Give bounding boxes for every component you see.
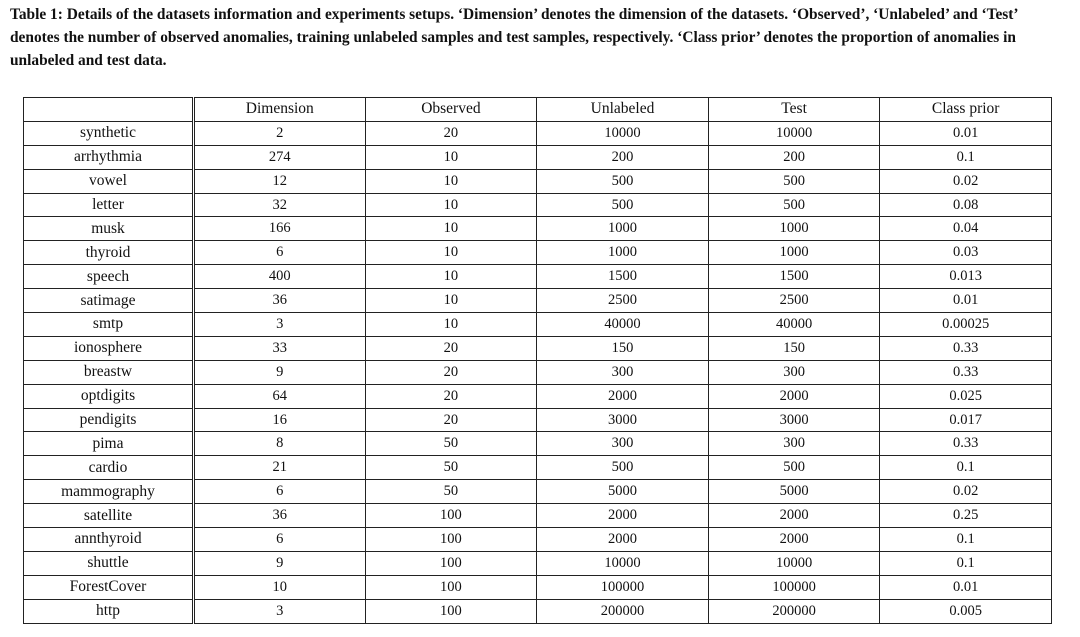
table-row — [24, 193, 1052, 217]
cell-test: 200 — [708, 145, 880, 169]
cell-unlabeled: 10000 — [537, 551, 709, 575]
cell-unlabeled: 200000 — [537, 599, 709, 623]
cell-dataset: ionosphere — [24, 336, 194, 360]
cell-unlabeled: 1500 — [537, 265, 709, 289]
cell-dataset: breastw — [24, 360, 194, 384]
cell-unlabeled: 300 — [537, 360, 709, 384]
cell-observed: 20 — [365, 360, 537, 384]
cell-dimension: 9 — [194, 551, 366, 575]
cell-dimension: 3 — [194, 313, 366, 337]
cell-class-prior: 0.25 — [880, 504, 1052, 528]
cell-unlabeled: 2000 — [537, 504, 709, 528]
cell-dataset: mammography — [24, 480, 194, 504]
cell-unlabeled: 100000 — [537, 575, 709, 599]
cell-class-prior: 0.013 — [880, 265, 1052, 289]
table-row — [24, 241, 1052, 265]
cell-test: 300 — [708, 360, 880, 384]
cell-class-prior: 0.1 — [880, 456, 1052, 480]
cell-observed: 10 — [365, 289, 537, 313]
table-row — [24, 480, 1052, 504]
cell-class-prior: 0.33 — [880, 432, 1052, 456]
cell-observed: 50 — [365, 456, 537, 480]
cell-dataset: thyroid — [24, 241, 194, 265]
cell-observed: 100 — [365, 504, 537, 528]
cell-test: 2000 — [708, 528, 880, 552]
cell-dimension: 6 — [194, 480, 366, 504]
cell-dataset: satimage — [24, 289, 194, 313]
table-row — [24, 360, 1052, 384]
cell-unlabeled: 5000 — [537, 480, 709, 504]
table-row — [24, 528, 1052, 552]
cell-observed: 100 — [365, 528, 537, 552]
cell-test: 500 — [708, 169, 880, 193]
cell-dimension: 274 — [194, 145, 366, 169]
cell-test: 10000 — [708, 551, 880, 575]
cell-dataset: speech — [24, 265, 194, 289]
table-body — [24, 121, 1052, 623]
cell-test: 500 — [708, 456, 880, 480]
cell-observed: 20 — [365, 121, 537, 145]
cell-test: 1000 — [708, 241, 880, 265]
table-row — [24, 504, 1052, 528]
table-row — [24, 408, 1052, 432]
cell-dimension: 12 — [194, 169, 366, 193]
cell-class-prior: 0.04 — [880, 217, 1052, 241]
cell-unlabeled: 3000 — [537, 408, 709, 432]
cell-test: 300 — [708, 432, 880, 456]
cell-dataset: arrhythmia — [24, 145, 194, 169]
cell-class-prior: 0.02 — [880, 169, 1052, 193]
cell-dimension: 16 — [194, 408, 366, 432]
cell-test: 1500 — [708, 265, 880, 289]
table-row — [24, 313, 1052, 337]
cell-observed: 10 — [365, 313, 537, 337]
table-row — [24, 599, 1052, 623]
cell-dataset: synthetic — [24, 121, 194, 145]
cell-observed: 10 — [365, 169, 537, 193]
cell-test: 150 — [708, 336, 880, 360]
cell-unlabeled: 300 — [537, 432, 709, 456]
cell-dataset: ForestCover — [24, 575, 194, 599]
table-caption — [10, 3, 1070, 72]
cell-dataset: musk — [24, 217, 194, 241]
cell-unlabeled: 2500 — [537, 289, 709, 313]
cell-unlabeled: 2000 — [537, 384, 709, 408]
cell-unlabeled: 1000 — [537, 217, 709, 241]
cell-test: 1000 — [708, 217, 880, 241]
cell-observed: 20 — [365, 384, 537, 408]
cell-dataset: satellite — [24, 504, 194, 528]
cell-test: 10000 — [708, 121, 880, 145]
cell-unlabeled: 2000 — [537, 528, 709, 552]
cell-observed: 100 — [365, 599, 537, 623]
cell-class-prior: 0.01 — [880, 575, 1052, 599]
cell-class-prior: 0.33 — [880, 360, 1052, 384]
header-test: Test — [708, 98, 880, 122]
cell-class-prior: 0.1 — [880, 145, 1052, 169]
cell-dimension: 36 — [194, 504, 366, 528]
cell-test: 3000 — [708, 408, 880, 432]
cell-class-prior: 0.33 — [880, 336, 1052, 360]
cell-unlabeled: 40000 — [537, 313, 709, 337]
cell-class-prior: 0.005 — [880, 599, 1052, 623]
header-class-prior: Class prior — [880, 98, 1052, 122]
cell-dimension: 3 — [194, 599, 366, 623]
cell-unlabeled: 500 — [537, 169, 709, 193]
header-dataset — [24, 98, 194, 122]
cell-test: 2000 — [708, 504, 880, 528]
header-row — [24, 98, 1052, 122]
cell-test: 500 — [708, 193, 880, 217]
cell-dimension: 33 — [194, 336, 366, 360]
cell-observed: 10 — [365, 193, 537, 217]
table-row — [24, 121, 1052, 145]
table-caption-label: Table 1: — [10, 6, 63, 23]
table-caption-text: Details of the datasets information and experiments setups. ‘Dimension’ denotes the dimension of the datasets. ‘Observed’, ‘Unlabeled’ and ‘Test’ denotes the number of observed anomalies, training unlabeled samples and test samples, respectively. ‘Class prior’ denotes the proportion of anomalies in unlabeled and test data. — [10, 6, 1018, 69]
cell-test: 40000 — [708, 313, 880, 337]
cell-dataset: smtp — [24, 313, 194, 337]
cell-observed: 100 — [365, 551, 537, 575]
cell-dataset: optdigits — [24, 384, 194, 408]
cell-observed: 10 — [365, 145, 537, 169]
table-row — [24, 289, 1052, 313]
table-row — [24, 169, 1052, 193]
header-observed: Observed — [365, 98, 537, 122]
cell-observed: 10 — [365, 241, 537, 265]
cell-observed: 10 — [365, 265, 537, 289]
cell-unlabeled: 500 — [537, 456, 709, 480]
cell-dataset: annthyroid — [24, 528, 194, 552]
table-row — [24, 265, 1052, 289]
cell-class-prior: 0.017 — [880, 408, 1052, 432]
table-row — [24, 456, 1052, 480]
cell-dataset: http — [24, 599, 194, 623]
cell-dataset: shuttle — [24, 551, 194, 575]
cell-dataset: pima — [24, 432, 194, 456]
cell-unlabeled: 150 — [537, 336, 709, 360]
cell-class-prior: 0.1 — [880, 551, 1052, 575]
cell-class-prior: 0.08 — [880, 193, 1052, 217]
cell-class-prior: 0.1 — [880, 528, 1052, 552]
cell-test: 2000 — [708, 384, 880, 408]
cell-dimension: 9 — [194, 360, 366, 384]
table-row — [24, 432, 1052, 456]
datasets-table — [23, 97, 1052, 624]
table-row — [24, 575, 1052, 599]
table-row — [24, 551, 1052, 575]
cell-observed: 50 — [365, 432, 537, 456]
cell-class-prior: 0.025 — [880, 384, 1052, 408]
cell-dimension: 36 — [194, 289, 366, 313]
cell-observed: 20 — [365, 336, 537, 360]
cell-observed: 10 — [365, 217, 537, 241]
cell-dimension: 21 — [194, 456, 366, 480]
table-row — [24, 145, 1052, 169]
table-row — [24, 384, 1052, 408]
cell-class-prior: 0.01 — [880, 289, 1052, 313]
cell-unlabeled: 500 — [537, 193, 709, 217]
cell-dataset: pendigits — [24, 408, 194, 432]
cell-dimension: 10 — [194, 575, 366, 599]
table-row — [24, 336, 1052, 360]
cell-dimension: 6 — [194, 528, 366, 552]
cell-class-prior: 0.03 — [880, 241, 1052, 265]
cell-dataset: vowel — [24, 169, 194, 193]
cell-unlabeled: 1000 — [537, 241, 709, 265]
cell-test: 2500 — [708, 289, 880, 313]
cell-dimension: 400 — [194, 265, 366, 289]
cell-dimension: 6 — [194, 241, 366, 265]
cell-test: 200000 — [708, 599, 880, 623]
cell-observed: 100 — [365, 575, 537, 599]
cell-dataset: letter — [24, 193, 194, 217]
cell-class-prior: 0.01 — [880, 121, 1052, 145]
cell-class-prior: 0.02 — [880, 480, 1052, 504]
header-dimension: Dimension — [194, 98, 366, 122]
cell-test: 5000 — [708, 480, 880, 504]
table-row — [24, 217, 1052, 241]
cell-observed: 20 — [365, 408, 537, 432]
cell-dimension: 2 — [194, 121, 366, 145]
cell-dimension: 8 — [194, 432, 366, 456]
header-unlabeled: Unlabeled — [537, 98, 709, 122]
cell-dimension: 64 — [194, 384, 366, 408]
cell-dataset: cardio — [24, 456, 194, 480]
cell-unlabeled: 200 — [537, 145, 709, 169]
table-header — [24, 98, 1052, 122]
cell-dimension: 32 — [194, 193, 366, 217]
cell-dimension: 166 — [194, 217, 366, 241]
cell-class-prior: 0.00025 — [880, 313, 1052, 337]
cell-test: 100000 — [708, 575, 880, 599]
cell-observed: 50 — [365, 480, 537, 504]
cell-unlabeled: 10000 — [537, 121, 709, 145]
